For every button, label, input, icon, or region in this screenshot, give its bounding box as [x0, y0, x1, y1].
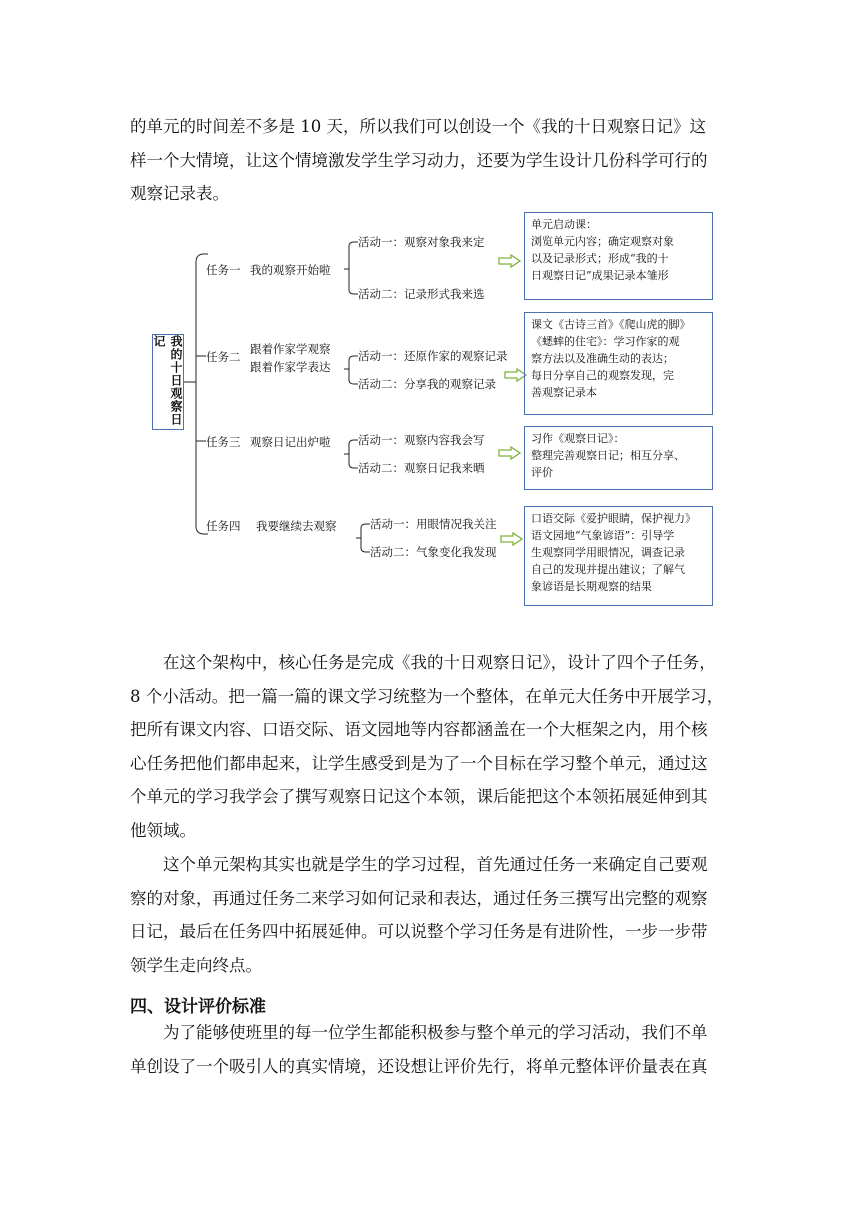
task1-label: 任务一	[206, 263, 241, 277]
task3-activity1: 活动一：观察内容我会写	[358, 433, 485, 447]
text-line: 8 个小活动。把一篇一篇的课文学习统整为一个整体，在单元大任务中开展学习，	[130, 686, 724, 706]
result-line: 习作《观察日记》：	[531, 432, 625, 445]
task4-result-box	[524, 506, 713, 606]
text-line: 这个单元架构其实也就是学生的学习过程，首先通过任务一来确定自己要观	[163, 855, 708, 874]
task2-title-line2: 跟着作家学表达	[250, 360, 331, 374]
result-line: 象谚语是长期观察的结果	[531, 580, 652, 593]
unit-structure-diagram	[148, 210, 718, 610]
arrow-icon	[498, 446, 522, 460]
task4-activity2: 活动二：气象变化我发现	[370, 545, 497, 559]
text-line: 他领域。	[130, 820, 196, 840]
task2-activity2: 活动二：分享我的观察记录	[358, 377, 496, 391]
task1-activity1: 活动一：观察对象我来定	[358, 235, 485, 249]
task2-title-line1: 跟着作家学观察	[250, 342, 331, 356]
paragraph-evaluation	[130, 1016, 730, 1083]
text-line: 日记，最后在任务四中拓展延伸。可以说整个学习任务是有进阶性，一步一步带	[130, 922, 708, 941]
text-line: 观察记录表。	[130, 184, 229, 203]
paragraph-learning-process	[130, 848, 730, 982]
result-line: 浏览单元内容；确定观察对象	[531, 235, 674, 248]
section-heading: 四、设计评价标准	[130, 997, 266, 1017]
task2-activity1: 活动一：还原作家的观察记录	[358, 349, 508, 363]
paragraph-framework	[130, 646, 730, 847]
task1-result-box	[524, 212, 713, 300]
text-line: 领学生走向终点。	[130, 955, 262, 975]
result-line: 《蟋蟀的住宅》：学习作家的观	[531, 335, 680, 348]
task2-label: 任务二	[206, 350, 241, 364]
text-line: 在这个架构中，核心任务是完成《我的十日观察日记》，设计了四个子任务，	[163, 653, 716, 672]
result-line: 每日分享自己的观察发现，完	[531, 369, 674, 382]
task3-title: 观察日记出炉啦	[250, 435, 331, 449]
result-line: 以及记录形式；形成“我的十	[531, 252, 669, 265]
task4-activity1: 活动一：用眼情况我关注	[370, 517, 497, 531]
result-line: 课文《古诗三首》《爬山虎的脚》	[531, 318, 691, 331]
task4-label: 任务四	[206, 519, 241, 533]
task1-activity2: 活动二：记录形式我来选	[358, 287, 485, 301]
text-line: 个单元的学习我学会了撰写观察日记这个本领，课后能把这个本领拓展延伸到其	[130, 787, 708, 806]
root-label: 我的十日观察日记	[152, 335, 183, 426]
text-line: 样一个大情境，让这个情境激发学生学习动力，还要为学生设计几份科学可行的	[130, 150, 708, 170]
text-line: 单创设了一个吸引人的真实情境，还设想让评价先行，将单元整体评价量表在真	[130, 1056, 708, 1076]
result-line: 日观察日记”成果记录本雏形	[531, 269, 669, 282]
result-line: 整理完善观察日记；相互分享、	[531, 449, 685, 462]
root-box	[152, 334, 184, 430]
arrow-icon	[498, 254, 522, 268]
task3-result-box	[524, 426, 713, 490]
result-line: 语文园地“气象谚语”：引导学	[531, 529, 675, 542]
task4-title: 我要继续去观察	[256, 519, 337, 533]
task1-title: 我的观察开始啦	[250, 263, 331, 277]
text-line: 察的对象，再通过任务二来学习如何记录和表达，通过任务三撰写出完整的观察	[130, 888, 708, 908]
task2-result-box	[524, 312, 713, 415]
task3-activity2: 活动二：观察日记我来晒	[358, 461, 485, 475]
text-line: 的单元的时间差不多是 10 天，所以我们可以创设一个《我的十日观察日记》这	[130, 117, 706, 136]
result-line: 评价	[531, 466, 553, 479]
text-line: 心任务把他们都串起来，让学生感受到是为了一个目标在学习整个单元，通过这	[130, 753, 708, 773]
text-line: 为了能够使班里的每一位学生都能积极参与整个单元的学习活动，我们不单	[163, 1023, 708, 1042]
text-line: 把所有课文内容、口语交际、语文园地等内容都涵盖在一个大框架之内，用个核	[130, 720, 708, 739]
result-line: 自己的发现并提出建议；了解气	[531, 563, 685, 576]
arrow-icon	[500, 532, 524, 546]
intro-paragraph	[130, 110, 730, 211]
result-line: 口语交际《爱护眼睛，保护视力》	[531, 512, 696, 525]
result-line: 善观察记录本	[531, 386, 597, 399]
result-line: 单元启动课：	[531, 218, 597, 231]
result-line: 生观察同学用眼情况，调查记录	[531, 546, 685, 559]
result-line: 察方法以及准确生动的表达；	[531, 352, 674, 365]
task3-label: 任务三	[206, 435, 241, 449]
